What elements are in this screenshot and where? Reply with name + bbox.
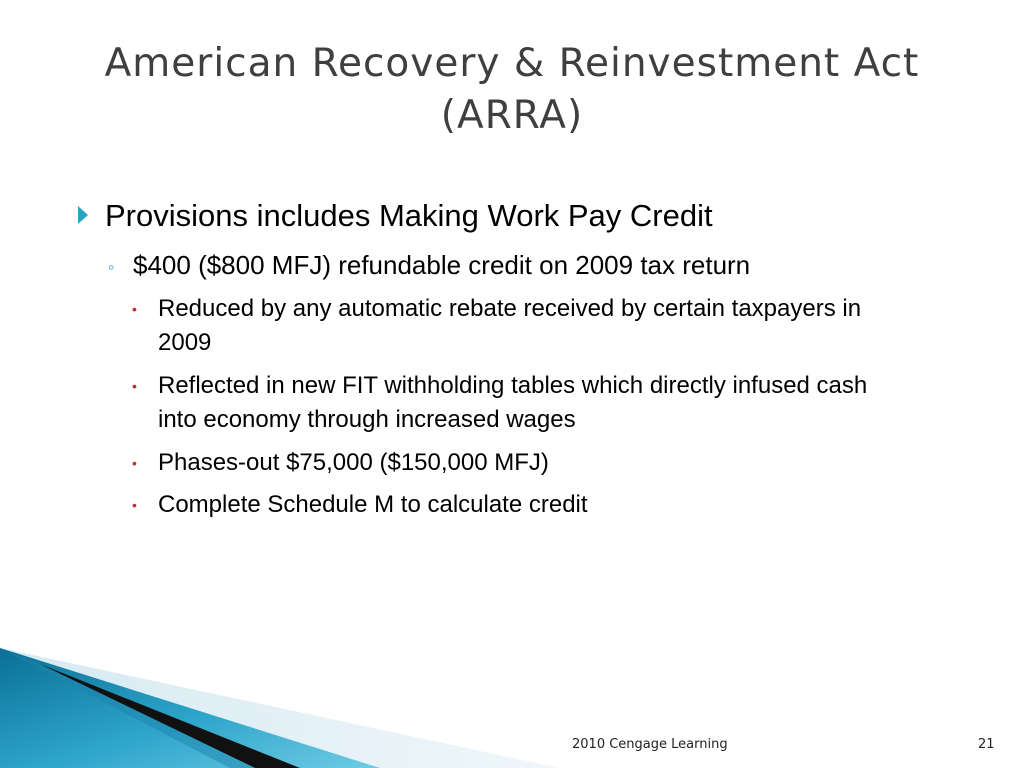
dot-icon: •	[132, 497, 137, 513]
sub-bullet-text: Complete Schedule M to calculate credit	[158, 491, 588, 518]
dot-icon: •	[132, 455, 137, 471]
slide-title: American Recovery & Reinvestment Act (ARRA)	[104, 41, 920, 138]
dot-icon: •	[132, 301, 137, 317]
bullet-level2-text: $400 ($800 MFJ) refundable credit on 2009 tax return	[133, 250, 751, 280]
footer-text: 2010 Cengage Learning	[572, 737, 728, 752]
sub-bullet-text: Phases-out $75,000 ($150,000 MFJ)	[158, 449, 549, 476]
sub-bullet-text: Reduced by any automatic rebate received by certain taxpayers in 2009	[158, 295, 862, 356]
dot-icon: •	[132, 378, 137, 394]
bullet-level1-text: Provisions includes Making Work Pay Credit	[105, 198, 713, 233]
sub-bullet-text: Reflected in new FIT withholding tables which directly infused cash into economy through increased wages	[158, 372, 868, 433]
circle-outline-icon: ◦	[108, 257, 115, 277]
triangle-right-icon	[78, 206, 88, 224]
page-number: 21	[978, 737, 995, 752]
